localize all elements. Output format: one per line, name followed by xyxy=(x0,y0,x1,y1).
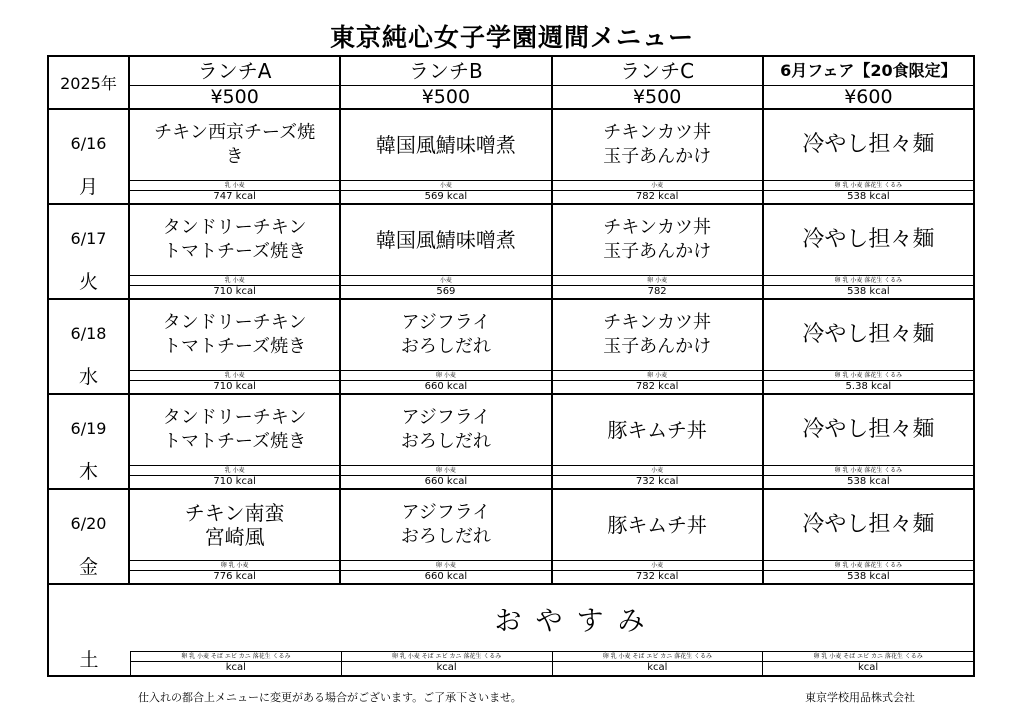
menu-item-cell xyxy=(552,204,763,299)
menu-item-cell xyxy=(129,204,340,299)
allergen-info: 乳 小麦 xyxy=(130,465,339,476)
menu-item-cell xyxy=(340,299,551,394)
dish-name-line: チキン南蛮 xyxy=(184,501,285,525)
kcal-info: 782 kcal xyxy=(635,381,679,392)
dish-name xyxy=(764,395,973,465)
dish-name-line: おろしだれ xyxy=(400,336,491,357)
dish-name-line: アジフライ xyxy=(401,502,491,523)
saturday-info xyxy=(762,651,973,675)
dish-name-line: 冷やし担々麺 xyxy=(802,417,935,442)
allergen-info: 卵 小麦 xyxy=(553,370,762,381)
lunch-price: ¥600 xyxy=(844,86,893,108)
day-cell xyxy=(48,299,129,394)
kcal-info: kcal xyxy=(436,662,457,673)
kcal-info: kcal xyxy=(858,662,879,673)
kcal-info: 782 kcal xyxy=(635,191,679,202)
lunch-price: ¥500 xyxy=(632,86,682,108)
dish-name-line: タンドリーチキン xyxy=(162,217,307,238)
allergen-info: 卵 小麦 xyxy=(341,370,550,381)
allergen-info: 卵 乳 小麦 落花生 くるみ xyxy=(764,180,973,191)
dish-name-line: チキンカツ丼 xyxy=(603,217,712,238)
kcal-info: 776 kcal xyxy=(213,571,256,582)
weekday-label: 土 xyxy=(79,649,99,671)
lunch-header-a xyxy=(129,56,340,109)
allergen-info: 乳 小麦 xyxy=(130,180,339,191)
menu-item-cell xyxy=(552,489,763,584)
dish-name-line: 玉子あんかけ xyxy=(603,146,712,167)
allergen-info: 小麦 xyxy=(553,560,762,571)
allergen-info: 小麦 xyxy=(341,275,550,286)
dish-name-line: アジフライ xyxy=(401,407,491,428)
dish-name-line: おろしだれ xyxy=(400,526,491,547)
dish-name-line: 玉子あんかけ xyxy=(603,241,712,262)
menu-item-cell xyxy=(552,299,763,394)
kcal-info: 538 kcal xyxy=(847,571,890,582)
weekly-menu-table xyxy=(47,55,975,677)
menu-item-cell xyxy=(340,394,551,489)
kcal-info: 660 kcal xyxy=(424,571,468,582)
date-label: 6/17 xyxy=(70,229,107,248)
dish-name xyxy=(341,490,550,560)
weekday-label: 金 xyxy=(78,556,98,578)
saturday-cell xyxy=(48,584,974,676)
dish-name-line: 豚キムチ丼 xyxy=(607,418,707,442)
saturday-info-columns xyxy=(130,651,973,675)
date-label: 6/16 xyxy=(70,134,107,153)
day-cell xyxy=(48,489,129,584)
dish-name xyxy=(553,300,762,370)
dish-name-line: 韓国風鯖味噌煮 xyxy=(375,228,516,252)
date-label: 6/18 xyxy=(70,324,107,343)
menu-item-cell xyxy=(552,109,763,204)
dish-name-line: アジフライ xyxy=(401,312,491,333)
allergen-info: 卵 小麦 xyxy=(553,275,762,286)
dish-name xyxy=(130,300,339,370)
dish-name xyxy=(553,205,762,275)
dish-name xyxy=(130,110,339,180)
allergen-info: 卵 乳 小麦 落花生 くるみ xyxy=(764,370,973,381)
menu-item-cell xyxy=(129,299,340,394)
menu-item-cell xyxy=(129,489,340,584)
menu-item-cell xyxy=(340,204,551,299)
menu-item-cell xyxy=(340,109,551,204)
dish-name-line: 冷やし担々麺 xyxy=(802,227,935,252)
footnote: 仕入れの都合上メニューに変更がある場合がございます。ご了承下さいませ。 xyxy=(138,691,522,704)
dish-name-line: き xyxy=(225,146,244,167)
day-rows xyxy=(48,109,974,584)
weekday-label: 木 xyxy=(78,461,98,483)
allergen-info: 卵 乳 小麦 xyxy=(130,560,339,571)
dish-name-line: チキン西京チーズ焼 xyxy=(154,122,316,143)
year-label: 2025年 xyxy=(48,56,129,109)
dish-name-line: 冷やし担々麺 xyxy=(802,132,935,157)
lunch-price: ¥500 xyxy=(210,86,259,108)
kcal-info: 569 xyxy=(436,286,456,297)
kcal-info: 5.38 kcal xyxy=(845,381,892,392)
lunch-header-fair xyxy=(763,56,974,109)
kcal-info: 747 kcal xyxy=(213,191,256,202)
kcal-info: 538 kcal xyxy=(847,476,890,487)
dish-name-line: タンドリーチキン xyxy=(162,407,307,428)
lunch-header-b xyxy=(340,56,551,109)
lunch-name: ランチB xyxy=(341,57,550,86)
day-row xyxy=(48,204,974,299)
kcal-info: 538 kcal xyxy=(847,191,890,202)
dish-name xyxy=(130,205,339,275)
kcal-info: 538 kcal xyxy=(847,286,890,297)
allergen-info: 卵 乳 小麦 そば エビ カニ 落花生 くるみ xyxy=(763,651,973,662)
allergen-info: 乳 小麦 xyxy=(130,275,339,286)
dish-name-line: トマトチーズ焼き xyxy=(163,431,307,452)
dish-name-line: トマトチーズ焼き xyxy=(163,241,307,262)
lunch-name: 6月フェア【20食限定】 xyxy=(764,57,973,86)
lunch-name: ランチC xyxy=(553,57,762,86)
dish-name-line: チキンカツ丼 xyxy=(603,122,712,143)
allergen-info: 小麦 xyxy=(553,180,762,191)
dish-name xyxy=(553,490,762,560)
menu-item-cell xyxy=(763,489,974,584)
dish-name xyxy=(764,110,973,180)
lunch-name: ランチA xyxy=(130,57,339,86)
kcal-info: 732 kcal xyxy=(635,571,679,582)
dish-name-line: タンドリーチキン xyxy=(162,312,307,333)
allergen-info: 卵 乳 小麦 そば エビ カニ 落花生 くるみ xyxy=(131,651,341,662)
dish-name-line: 玉子あんかけ xyxy=(603,336,712,357)
menu-item-cell xyxy=(763,204,974,299)
dish-name-line: 宮崎風 xyxy=(204,525,265,549)
company-name: 東京学校用品株式会社 xyxy=(805,691,915,704)
day-row xyxy=(48,489,974,584)
day-cell xyxy=(48,394,129,489)
dish-name xyxy=(341,110,550,180)
dish-name xyxy=(130,395,339,465)
kcal-info: 660 kcal xyxy=(424,476,468,487)
allergen-info: 卵 乳 小麦 落花生 くるみ xyxy=(764,275,973,286)
kcal-info: kcal xyxy=(647,662,668,673)
weekday-label: 月 xyxy=(78,176,98,198)
dish-name-line: チキンカツ丼 xyxy=(603,312,712,333)
lunch-header-c xyxy=(552,56,763,109)
dish-name-line: 韓国風鯖味噌煮 xyxy=(375,133,516,157)
allergen-info: 卵 乳 小麦 そば エビ カニ 落花生 くるみ xyxy=(342,651,552,662)
day-row xyxy=(48,394,974,489)
allergen-info: 卵 乳 小麦 落花生 くるみ xyxy=(764,560,973,571)
dish-name xyxy=(553,395,762,465)
kcal-info: 569 kcal xyxy=(424,191,468,202)
dish-name xyxy=(341,205,550,275)
kcal-info: 732 kcal xyxy=(635,476,679,487)
allergen-info: 小麦 xyxy=(553,465,762,476)
kcal-info: 660 kcal xyxy=(424,381,468,392)
dish-name-line: トマトチーズ焼き xyxy=(163,336,307,357)
date-label: 6/19 xyxy=(70,419,107,438)
saturday-info xyxy=(130,651,341,675)
day-cell xyxy=(48,109,129,204)
closed-notice: おやすみ xyxy=(494,605,659,637)
day-row xyxy=(48,299,974,394)
menu-item-cell xyxy=(340,489,551,584)
day-row xyxy=(48,109,974,204)
menu-item-cell xyxy=(763,299,974,394)
allergen-info: 乳 小麦 xyxy=(130,370,339,381)
dish-name xyxy=(764,300,973,370)
page-title: 東京純心女子学園週間メニュー xyxy=(329,23,694,52)
dish-name xyxy=(764,490,973,560)
kcal-info: kcal xyxy=(225,662,246,673)
dish-name xyxy=(341,300,550,370)
kcal-info: 710 kcal xyxy=(213,381,256,392)
allergen-info: 卵 小麦 xyxy=(341,465,550,476)
menu-item-cell xyxy=(763,394,974,489)
dish-name xyxy=(341,395,550,465)
menu-item-cell xyxy=(129,394,340,489)
dish-name-line: 豚キムチ丼 xyxy=(607,513,707,537)
dish-name-line: 冷やし担々麺 xyxy=(802,512,935,537)
menu-item-cell xyxy=(763,109,974,204)
dish-name xyxy=(130,490,339,560)
saturday-info xyxy=(552,651,763,675)
dish-name-line: おろしだれ xyxy=(400,431,491,452)
dish-name xyxy=(764,205,973,275)
weekday-label: 火 xyxy=(78,271,98,293)
saturday-row xyxy=(48,584,974,676)
kcal-info: 710 kcal xyxy=(213,286,256,297)
date-label: 6/20 xyxy=(70,514,107,533)
lunch-price: ¥500 xyxy=(421,86,471,108)
menu-item-cell xyxy=(552,394,763,489)
allergen-info: 卵 小麦 xyxy=(341,560,550,571)
day-cell xyxy=(48,204,129,299)
allergen-info: 小麦 xyxy=(341,180,550,191)
menu-item-cell xyxy=(129,109,340,204)
allergen-info: 卵 乳 小麦 落花生 くるみ xyxy=(764,465,973,476)
saturday-info xyxy=(341,651,552,675)
allergen-info: 卵 乳 小麦 そば エビ カニ 落花生 くるみ xyxy=(553,651,763,662)
kcal-info: 710 kcal xyxy=(213,476,256,487)
dish-name xyxy=(553,110,762,180)
weekday-label: 水 xyxy=(78,366,98,388)
kcal-info: 782 xyxy=(647,286,667,297)
dish-name-line: 冷やし担々麺 xyxy=(802,322,935,347)
header-row xyxy=(48,56,974,109)
